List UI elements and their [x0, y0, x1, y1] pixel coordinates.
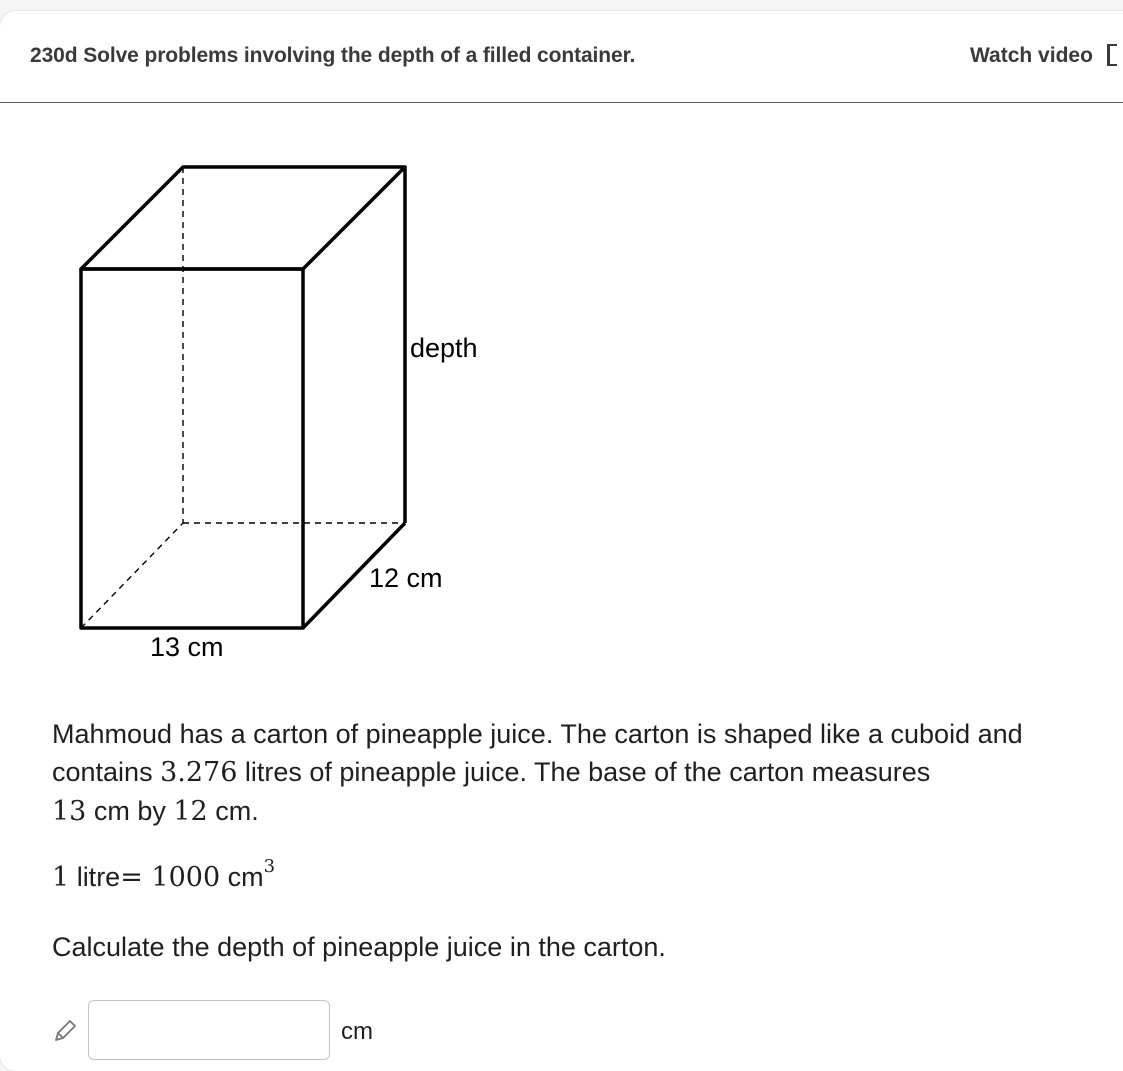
- question-header: [0, 11, 1123, 103]
- cuboid-diagram: [0, 140, 520, 680]
- width-label: 13 cm: [150, 632, 224, 662]
- question-text: [52, 715, 1112, 831]
- conversion-rhs-number: 1000: [142, 862, 221, 893]
- conversion-exponent: 3: [263, 856, 276, 877]
- page-title: 230d Solve problems involving the depth of a filled container.: [30, 44, 636, 67]
- question-text-part: Mahmoud has a carton of pineapple juice. The carton is shaped like a cuboid and contains: [52, 719, 1023, 787]
- front-face: [81, 269, 303, 628]
- hidden-edge-left-depth: [81, 523, 183, 628]
- conversion-equals: =: [120, 862, 143, 893]
- conversion-lhs-unit: litre: [69, 862, 121, 892]
- question-text-part: cm by: [86, 796, 174, 826]
- conversion-rhs-unit: cm: [220, 862, 264, 892]
- video-icon: [1107, 44, 1117, 66]
- answer-input[interactable]: [88, 1000, 330, 1060]
- conversion-fact: [52, 858, 275, 897]
- question-prompt: Calculate the depth of pineapple juice in the carton.: [52, 932, 666, 962]
- answer-unit: cm: [341, 1018, 373, 1045]
- base-width-value: 12: [173, 796, 208, 827]
- length-label: 12 cm: [369, 563, 443, 593]
- conversion-lhs-number: 1: [52, 862, 70, 893]
- question-text-part: litres of pineapple juice. The base of the carton measures: [237, 757, 931, 787]
- volume-value: 3.276: [160, 757, 238, 788]
- watch-video-button[interactable]: [970, 44, 1117, 68]
- top-face: [81, 167, 405, 269]
- question-text-part: cm.: [207, 796, 259, 826]
- depth-label: depth: [410, 333, 478, 363]
- watch-video-label: Watch video: [970, 44, 1093, 67]
- pencil-icon: [52, 1018, 78, 1044]
- base-length-value: 13: [52, 796, 87, 827]
